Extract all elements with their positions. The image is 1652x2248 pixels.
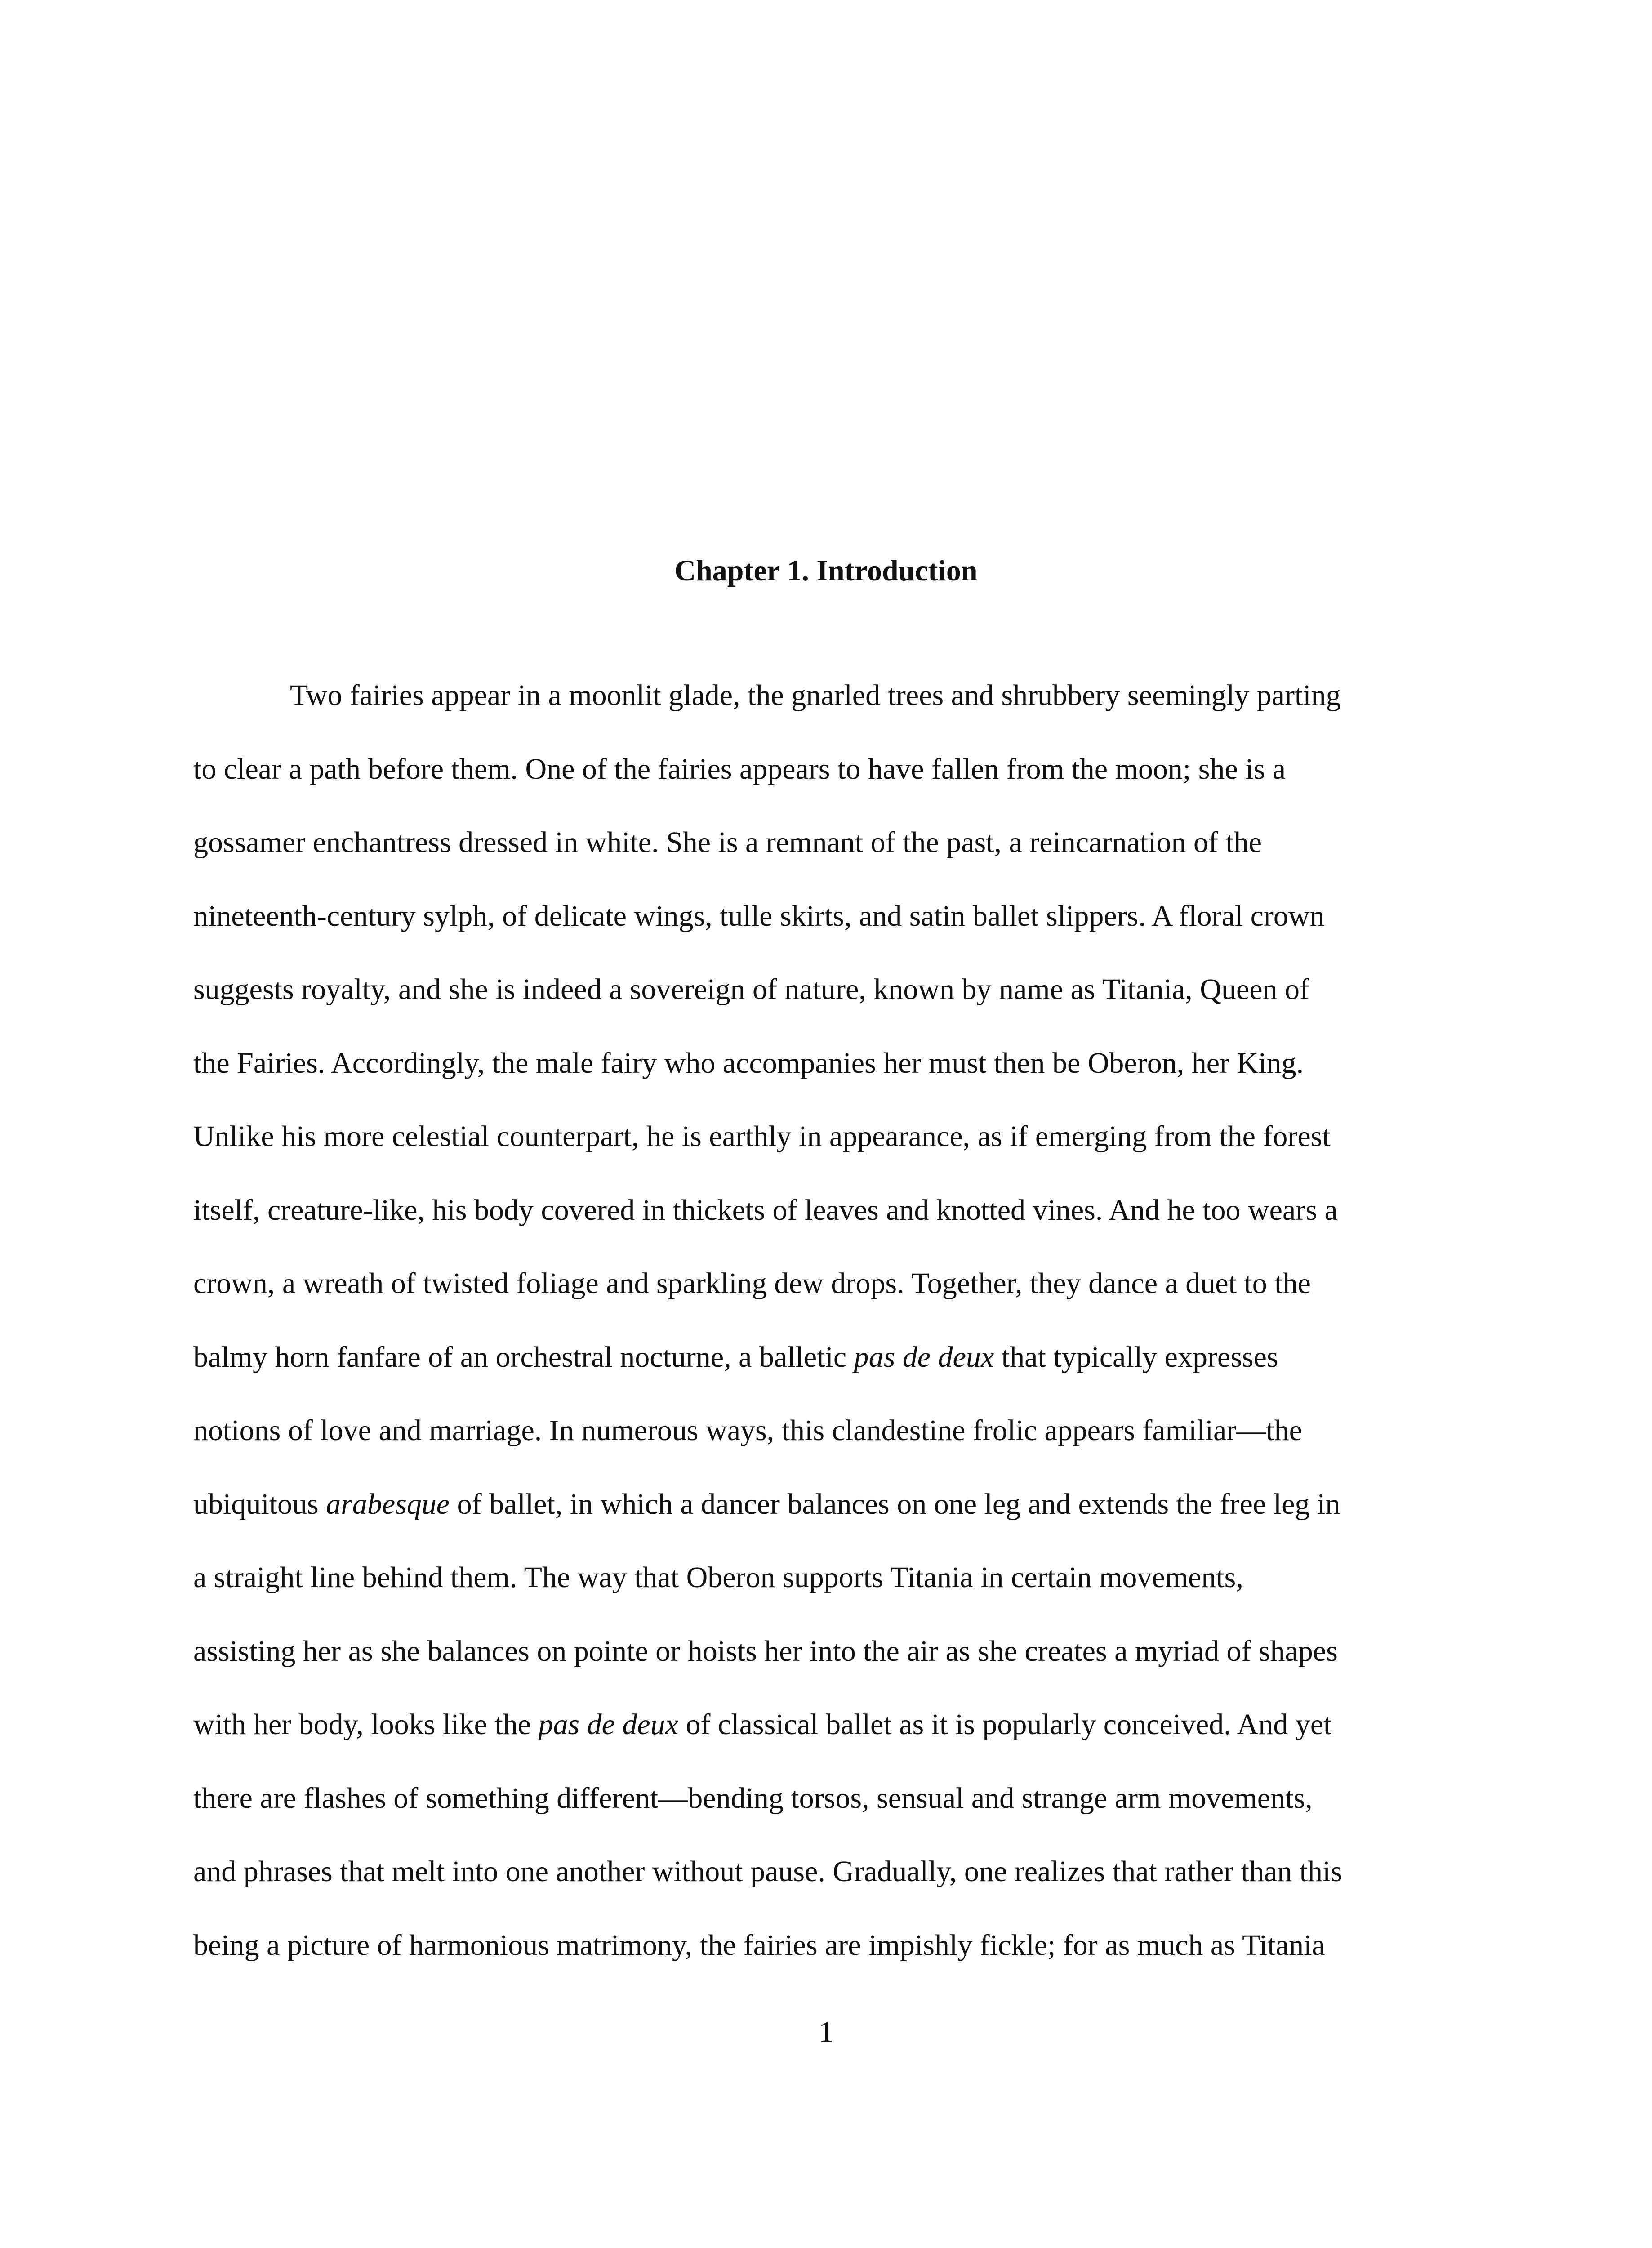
italic-term: pas de deux — [854, 1340, 994, 1374]
text-run: ubiquitous — [193, 1487, 326, 1521]
chapter-title: Chapter 1. Introduction — [674, 554, 978, 587]
text-line — [193, 879, 1461, 953]
text-run: assisting her as she balances on pointe or hoists her into the air as she creates a myriad of shapes — [193, 1634, 1338, 1668]
italic-term: arabesque — [326, 1487, 450, 1521]
text-run: to clear a path before them. One of the fairies appears to have fallen from the moon; she is a — [193, 752, 1286, 785]
text-line — [193, 1173, 1461, 1247]
text-run: that typically expresses — [994, 1340, 1278, 1374]
text-run: there are flashes of something different—bending torsos, sensual and strange arm movements, — [193, 1781, 1313, 1815]
text-line — [193, 953, 1461, 1026]
text-line — [193, 1762, 1461, 1835]
text-run: nineteenth-century sylph, of delicate wings, tulle skirts, and satin ballet slippers. A floral crown — [193, 899, 1325, 932]
text-run: and phrases that melt into one another without pause. Gradually, one realizes that rather than this — [193, 1855, 1343, 1888]
text-run: notions of love and marriage. In numerous ways, this clandestine frolic appears familiar—the — [193, 1414, 1302, 1447]
text-line — [193, 1100, 1461, 1173]
text-line — [193, 1835, 1461, 1909]
text-line — [193, 1247, 1461, 1320]
italic-term: pas de deux — [538, 1708, 679, 1741]
text-run: the Fairies. Accordingly, the male fairy who accompanies her must then be Oberon, her King. — [193, 1046, 1304, 1079]
text-run: of ballet, in which a dancer balances on one leg and extends the free leg in — [450, 1487, 1340, 1521]
text-run: with her body, looks like the — [193, 1708, 539, 1741]
text-line — [193, 1394, 1461, 1467]
text-run: gossamer enchantress dressed in white. She is a remnant of the past, a reincarnation of the — [193, 826, 1262, 859]
text-run: Two fairies appear in a moonlit glade, the gnarled trees and shrubbery seemingly parting — [290, 679, 1341, 712]
text-line — [193, 806, 1461, 879]
text-run: of classical ballet as it is popularly conceived. And yet — [678, 1708, 1332, 1741]
text-line — [193, 1909, 1461, 1982]
text-run: suggests royalty, and she is indeed a sovereign of nature, known by name as Titania, Queen of — [193, 973, 1310, 1006]
text-run: a straight line behind them. The way that Oberon supports Titania in certain movements, — [193, 1561, 1243, 1594]
page-number: 1 — [819, 2016, 833, 2048]
text-line — [193, 732, 1461, 806]
text-run: being a picture of harmonious matrimony, the fairies are impishly fickle; for as much as Titania — [193, 1928, 1325, 1962]
text-line — [193, 1320, 1461, 1394]
body-paragraph — [193, 659, 1461, 1982]
text-line — [193, 1688, 1461, 1762]
text-line — [193, 1615, 1461, 1688]
text-line — [193, 1541, 1461, 1615]
text-run: balmy horn fanfare of an orchestral nocturne, a balletic — [193, 1340, 854, 1374]
text-line — [193, 1467, 1461, 1541]
text-run: itself, creature-like, his body covered in thickets of leaves and knotted vines. And he too wears a — [193, 1193, 1338, 1227]
text-line — [193, 659, 1461, 732]
text-run: crown, a wreath of twisted foliage and sparkling dew drops. Together, they dance a duet to the — [193, 1267, 1311, 1300]
text-line — [193, 1026, 1461, 1100]
text-run: Unlike his more celestial counterpart, he is earthly in appearance, as if emerging from the forest — [193, 1120, 1331, 1153]
